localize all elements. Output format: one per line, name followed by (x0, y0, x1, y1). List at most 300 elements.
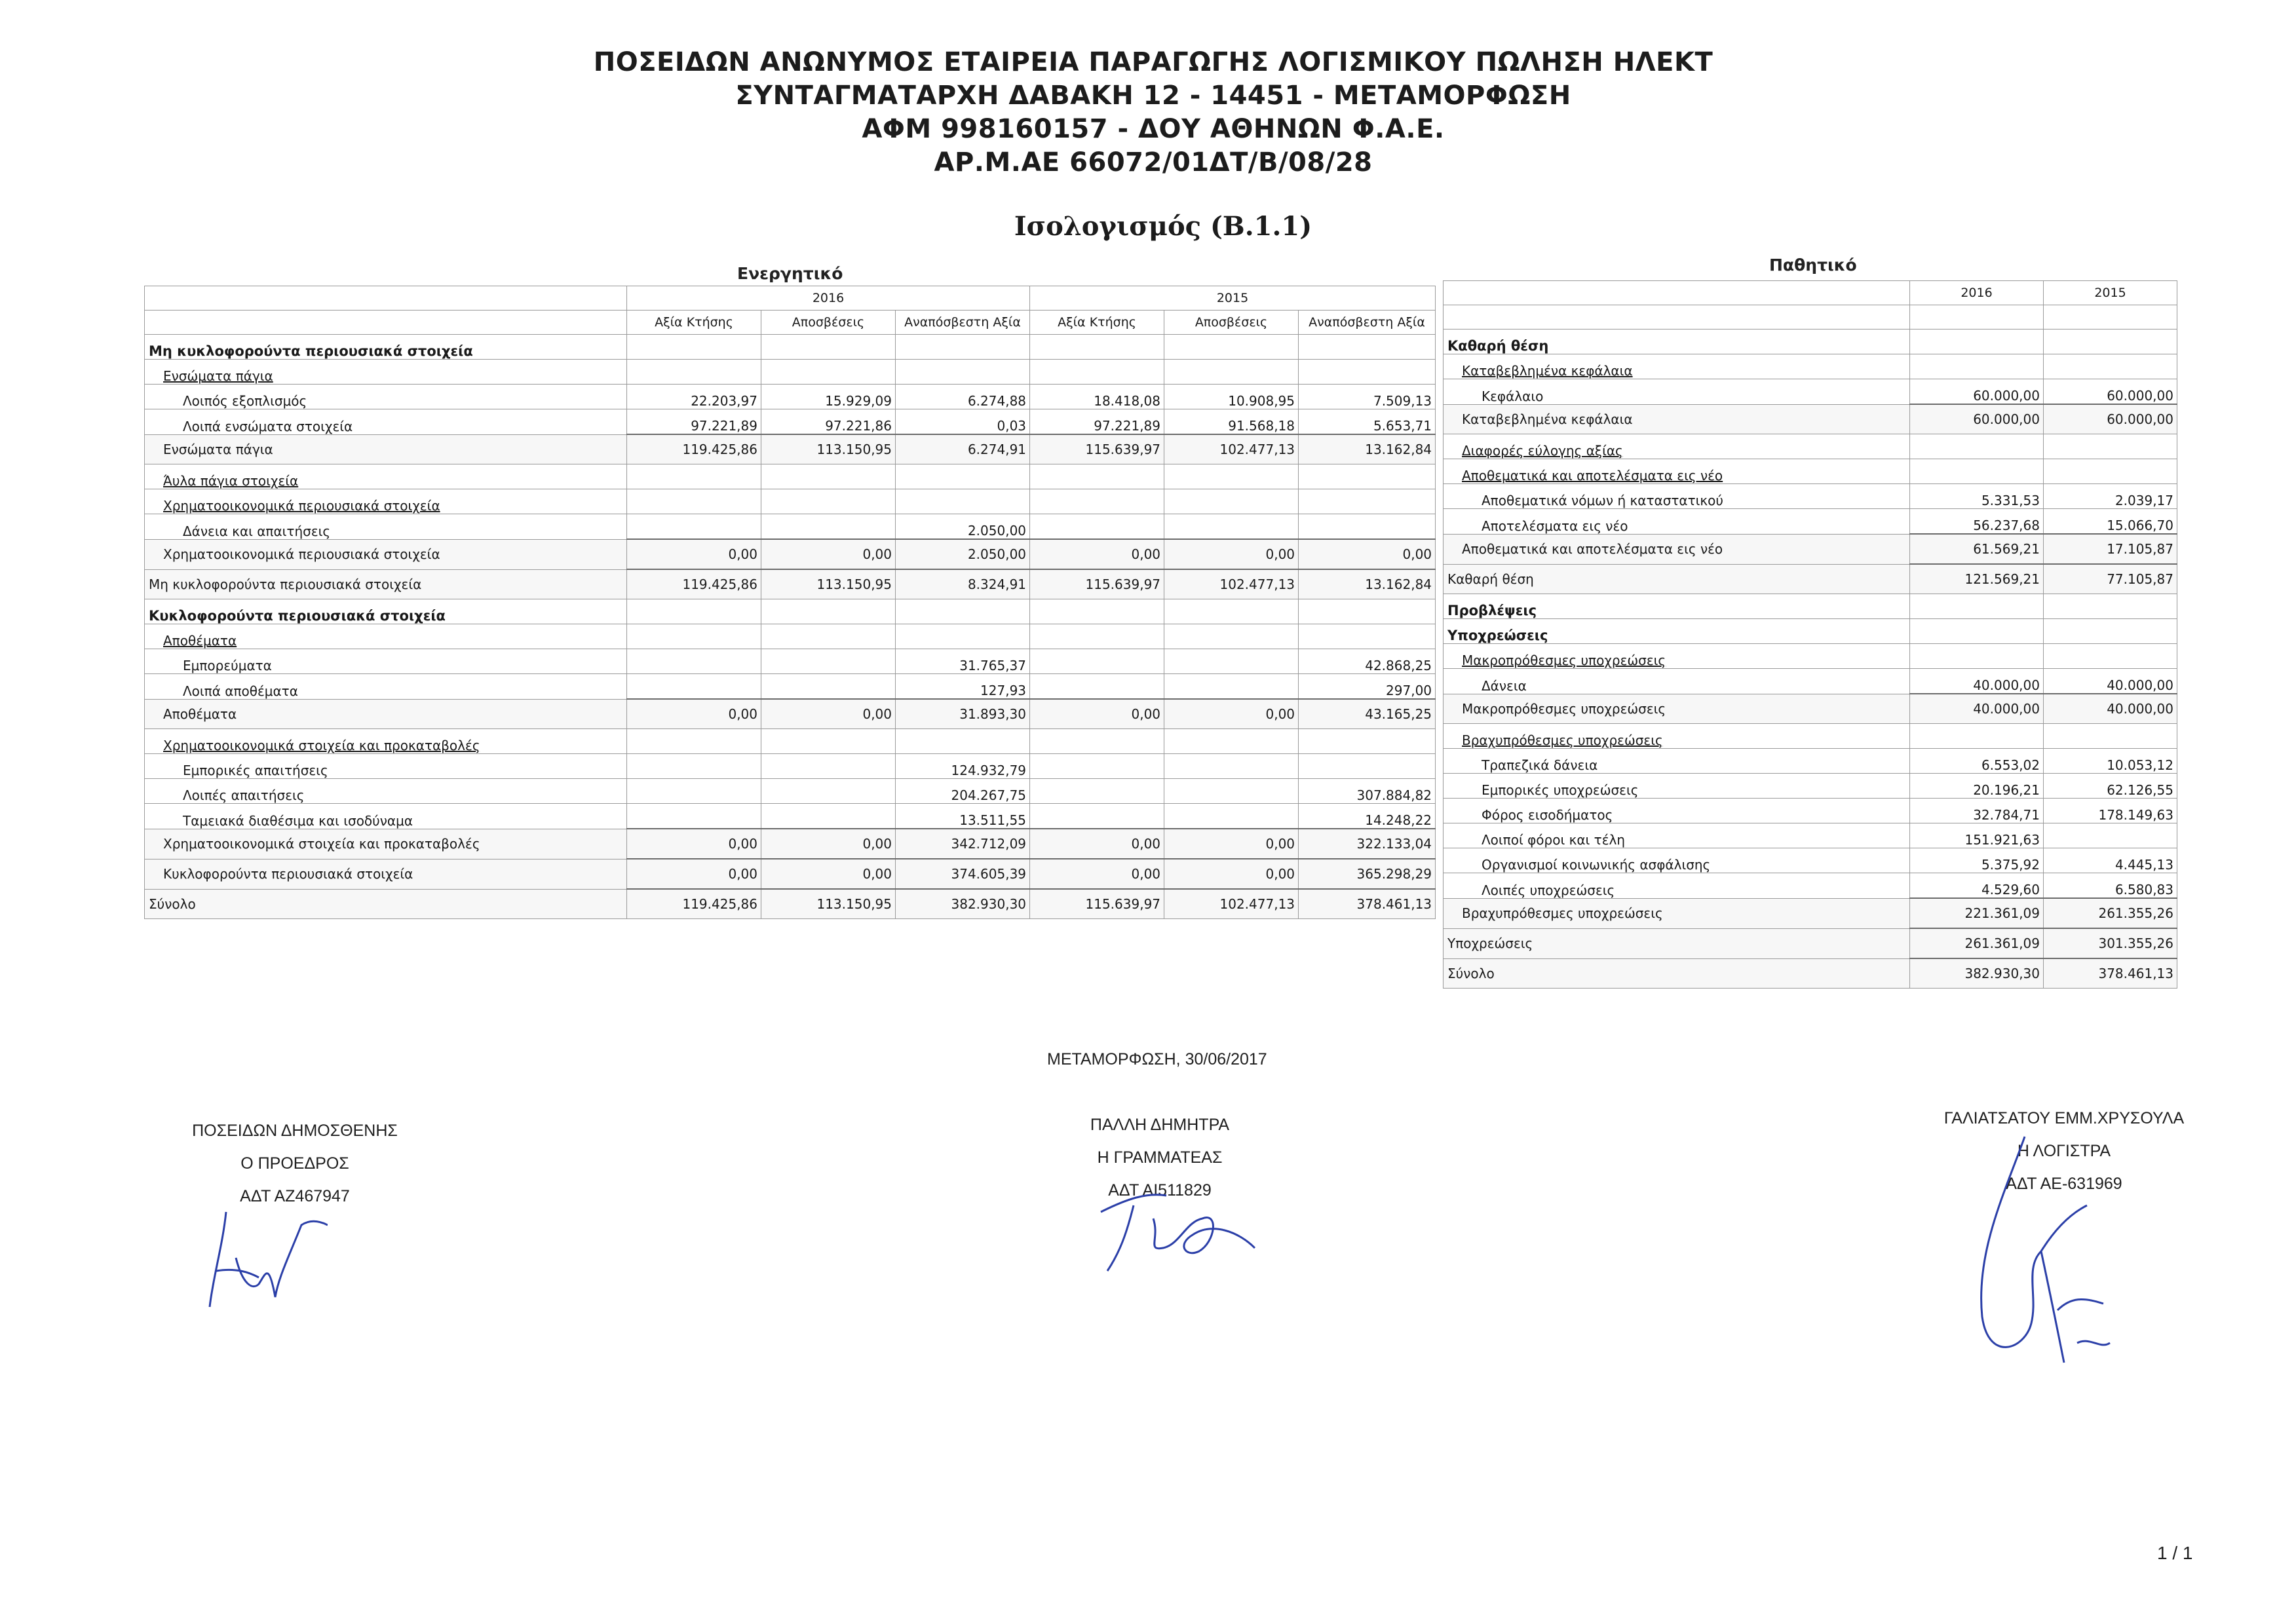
liabilities-value-cell: 301.355,26 (2044, 928, 2177, 958)
assets-value-cell: 0,00 (1030, 829, 1164, 859)
assets-value-cell: 0,00 (1164, 699, 1299, 729)
assets-row (145, 699, 1436, 729)
assets-value-cell: 0,00 (761, 539, 896, 569)
col-header-depr-2016: Αποσβέσεις (761, 311, 896, 335)
assets-value-cell: 113.150,95 (761, 569, 896, 599)
signature-secretary (1088, 1160, 1265, 1291)
col-header-depr-2015: Αποσβέσεις (1164, 311, 1299, 335)
assets-value-cell: 0,00 (1030, 859, 1164, 889)
liabilities-label-text: Αποτελέσματα εις νέο (1482, 518, 1628, 534)
assets-value-cell: 382.930,30 (896, 889, 1030, 919)
liabilities-value-cell: 20.196,21 (1910, 774, 2044, 799)
signatory-id: ΑΔΤ ΑΖ467947 (240, 1187, 350, 1205)
signatory-name: ΠΟΣΕΙΔΩΝ ΔΗΜΟΣΘΕΝΗΣ (192, 1122, 398, 1140)
liabilities-value-cell: 382.930,30 (1910, 958, 2044, 989)
assets-value-cell (1164, 729, 1299, 754)
liabilities-row (1444, 873, 2177, 899)
liabilities-label-text: Καθαρή θέση (1447, 571, 1534, 587)
assets-label-text: Λοιπά ενσώματα στοιχεία (183, 418, 353, 434)
assets-value-cell: 6.274,88 (896, 385, 1030, 409)
liabilities-row-label (1444, 848, 1910, 873)
assets-value-cell: 115.639,97 (1030, 889, 1164, 919)
assets-value-cell (1030, 514, 1164, 540)
assets-row (145, 569, 1436, 599)
assets-row-label (145, 829, 627, 859)
liabilities-label-text: Εμπορικές υποχρεώσεις (1482, 782, 1639, 798)
liabilities-row-label (1444, 459, 1910, 484)
assets-value-cell: 307.884,82 (1299, 779, 1436, 804)
assets-value-cell (1299, 599, 1436, 624)
assets-value-cell (1299, 464, 1436, 489)
assets-row-label (145, 859, 627, 889)
liabilities-label-text: Βραχυπρόθεσμες υποχρεώσεις (1462, 732, 1663, 748)
assets-value-cell: 0,00 (761, 859, 896, 889)
liabilities-value-cell: 178.149,63 (2044, 799, 2177, 823)
liabilities-row-label (1444, 644, 1910, 669)
liabilities-row (1444, 619, 2177, 644)
assets-row (145, 409, 1436, 435)
assets-value-cell: 31.893,30 (896, 699, 1030, 729)
col-header-cost-2016: Αξία Κτήσης (627, 311, 761, 335)
assets-value-cell (1030, 779, 1164, 804)
assets-value-cell (1030, 464, 1164, 489)
liabilities-row (1444, 724, 2177, 749)
assets-value-cell (1164, 674, 1299, 700)
assets-value-cell: 124.932,79 (896, 754, 1030, 779)
assets-value-cell (761, 360, 896, 385)
assets-value-cell (1299, 335, 1436, 360)
assets-label-text: Εμπορικές απαιτήσεις (183, 763, 328, 778)
assets-value-cell: 102.477,13 (1164, 889, 1299, 919)
assets-table (144, 286, 1436, 919)
liabilities-label-text: Τραπεζικά δάνεια (1482, 757, 1598, 773)
liabilities-row (1444, 694, 2177, 724)
assets-value-cell (627, 729, 761, 754)
assets-label-text: Ταμειακά διαθέσιμα και ισοδύναμα (183, 812, 413, 829)
liabilities-label-text: Σύνολο (1447, 965, 1495, 981)
assets-value-cell: 365.298,29 (1299, 859, 1436, 889)
liabilities-label-text: Κεφάλαιο (1482, 388, 1544, 404)
assets-value-cell: 0,00 (1164, 539, 1299, 569)
signatory-role: Η ΛΟΓΙΣΤΡΑ (2017, 1142, 2111, 1160)
assets-row (145, 754, 1436, 779)
assets-value-cell (761, 779, 896, 804)
liabilities-row (1444, 484, 2177, 509)
assets-row (145, 779, 1436, 804)
liabilities-row-label (1444, 330, 1910, 354)
liabilities-year-row (1444, 281, 2177, 305)
assets-row (145, 385, 1436, 409)
liabilities-row (1444, 898, 2177, 928)
assets-row (145, 624, 1436, 649)
assets-row (145, 514, 1436, 540)
assets-label-text: Αποθέματα (163, 706, 237, 722)
liabilities-table (1443, 280, 2177, 989)
assets-row-label (145, 624, 627, 649)
assets-value-cell (1164, 754, 1299, 779)
assets-value-cell (1299, 489, 1436, 514)
liabilities-row (1444, 534, 2177, 564)
assets-value-cell (1299, 754, 1436, 779)
assets-value-cell: 119.425,86 (627, 889, 761, 919)
liabilities-value-cell: 56.237,68 (1910, 509, 2044, 535)
assets-value-cell (1299, 729, 1436, 754)
liabilities-value-cell (2044, 823, 2177, 848)
assets-value-cell (761, 624, 896, 649)
liabilities-row (1444, 404, 2177, 434)
liabilities-value-cell: 40.000,00 (1910, 694, 2044, 724)
assets-value-cell: 102.477,13 (1164, 434, 1299, 464)
liabilities-row (1444, 928, 2177, 958)
liabilities-value-cell: 60.000,00 (1910, 404, 2044, 434)
assets-row (145, 434, 1436, 464)
assets-value-cell (896, 729, 1030, 754)
assets-row-label (145, 599, 627, 624)
liabilities-row-label (1444, 873, 1910, 899)
liabilities-row-label (1444, 774, 1910, 799)
assets-value-cell (1299, 514, 1436, 540)
assets-value-cell (1164, 335, 1299, 360)
signature-accountant (1959, 1127, 2123, 1389)
assets-row (145, 859, 1436, 889)
liabilities-value-cell (1910, 330, 2044, 354)
assets-value-cell (1030, 649, 1164, 674)
liabilities-label-text: Αποθεματικά νόμων ή καταστατικού (1482, 493, 1723, 508)
assets-value-cell: 0,00 (1030, 699, 1164, 729)
assets-value-cell: 22.203,97 (627, 385, 761, 409)
assets-row-label (145, 649, 627, 674)
assets-value-cell: 2.050,00 (896, 514, 1030, 540)
assets-value-cell (1164, 624, 1299, 649)
assets-row-label (145, 464, 627, 489)
liabilities-row (1444, 354, 2177, 379)
assets-row (145, 360, 1436, 385)
liabilities-label-text: Λοιπές υποχρεώσεις (1482, 882, 1615, 898)
liabilities-row (1444, 799, 2177, 823)
liabilities-value-cell: 261.355,26 (2044, 898, 2177, 928)
assets-value-cell (1030, 674, 1164, 700)
assets-value-cell (627, 804, 761, 829)
company-tax-id: ΑΦΜ 998160157 - ΔΟΥ ΑΘΗΝΩΝ Φ.Α.Ε. (862, 114, 1445, 144)
assets-value-cell: 115.639,97 (1030, 434, 1164, 464)
assets-corner (145, 286, 627, 311)
liabilities-value-cell: 4.529,60 (1910, 873, 2044, 899)
assets-value-cell (627, 624, 761, 649)
assets-label-text: Λοιπά αποθέματα (183, 683, 298, 699)
assets-label-text: Κυκλοφορούντα περιουσιακά στοιχεία (149, 608, 446, 624)
assets-label-text: Κυκλοφορούντα περιουσιακά στοιχεία (163, 866, 413, 882)
liabilities-row-label (1444, 749, 1910, 774)
liabilities-value-cell (1910, 434, 2044, 459)
assets-value-cell: 0,00 (627, 859, 761, 889)
liabilities-row (1444, 594, 2177, 619)
assets-value-cell (1030, 804, 1164, 829)
liabilities-row-label (1444, 379, 1910, 405)
assets-value-cell: 0,00 (1164, 859, 1299, 889)
assets-value-cell (1030, 754, 1164, 779)
liabilities-row (1444, 379, 2177, 405)
liabilities-value-cell (1910, 644, 2044, 669)
liabilities-row-label (1444, 434, 1910, 459)
assets-value-cell (761, 489, 896, 514)
liabilities-value-cell: 60.000,00 (1910, 379, 2044, 405)
liabilities-row (1444, 644, 2177, 669)
liabilities-label-text: Μακροπρόθεσμες υποχρεώσεις (1462, 700, 1666, 717)
assets-year-2015: 2015 (1030, 286, 1436, 311)
signatory-role: Ο ΠΡΟΕΔΡΟΣ (240, 1154, 349, 1173)
liabilities-row (1444, 848, 2177, 873)
assets-value-cell: 15.929,09 (761, 385, 896, 409)
assets-value-cell (761, 804, 896, 829)
assets-value-cell: 97.221,89 (1030, 409, 1164, 435)
assets-row (145, 599, 1436, 624)
assets-value-cell (896, 489, 1030, 514)
assets-row (145, 889, 1436, 919)
assets-corner-2 (145, 311, 627, 335)
liabilities-value-cell: 40.000,00 (2044, 694, 2177, 724)
liabilities-row-label (1444, 509, 1910, 535)
assets-row-label (145, 779, 627, 804)
assets-value-cell: 0,00 (1299, 539, 1436, 569)
assets-value-cell (1299, 360, 1436, 385)
assets-value-cell: 0,00 (1164, 829, 1299, 859)
signatory-role: Η ΓΡΑΜΜΑΤΕΑΣ (1097, 1148, 1223, 1167)
liabilities-row-label (1444, 694, 1910, 724)
liabilities-label-text: Μακροπρόθεσμες υποχρεώσεις (1462, 652, 1666, 668)
col-header-cost-2015: Αξία Κτήσης (1030, 311, 1164, 335)
assets-value-cell (896, 335, 1030, 360)
liabilities-row-label (1444, 534, 1910, 564)
liabilities-label-text: Φόρος εισοδήματος (1482, 807, 1613, 823)
liabilities-label-text: Προβλέψεις (1447, 603, 1537, 618)
assets-value-cell (1164, 599, 1299, 624)
signatory-name: ΓΑΛΙΑΤΣΑΤΟΥ ΕΜΜ.ΧΡΥΣΟΥΛΑ (1943, 1109, 2185, 1127)
liabilities-value-cell: 32.784,71 (1910, 799, 2044, 823)
assets-value-cell (761, 514, 896, 540)
liabilities-value-cell: 77.105,87 (2044, 564, 2177, 594)
assets-value-cell: 13.511,55 (896, 804, 1030, 829)
assets-value-cell: 7.509,13 (1299, 385, 1436, 409)
assets-value-cell: 0,00 (627, 829, 761, 859)
assets-value-cell (1030, 489, 1164, 514)
assets-value-cell (896, 360, 1030, 385)
company-address: ΣΥΝΤΑΓΜΑΤΑΡΧΗ ΔΑΒΑΚΗ 12 - 14451 - ΜΕΤΑΜΟΡΦΩΣΗ (735, 81, 1571, 111)
page-title: Ισολογισμός (Β.1.1) (1014, 211, 1312, 242)
liabilities-value-cell: 6.553,02 (1910, 749, 2044, 774)
assets-value-cell: 42.868,25 (1299, 649, 1436, 674)
assets-value-cell: 97.221,89 (627, 409, 761, 435)
assets-value-cell (627, 779, 761, 804)
place-date: ΜΕΤΑΜΟΡΦΩΣΗ, 30/06/2017 (1047, 1050, 1267, 1068)
col-header-net-2016: Αναπόσβεστη Αξία (896, 311, 1030, 335)
assets-value-cell: 119.425,86 (627, 569, 761, 599)
assets-value-cell: 0,00 (627, 699, 761, 729)
assets-row (145, 464, 1436, 489)
assets-label-text: Εμπορεύματα (183, 658, 272, 673)
liabilities-spacer-row (1444, 305, 2177, 330)
assets-row-label (145, 699, 627, 729)
liabilities-value-cell (2044, 434, 2177, 459)
assets-label-text: Λοιπός εξοπλισμός (183, 393, 307, 409)
liabilities-value-cell (2044, 644, 2177, 669)
assets-value-cell: 322.133,04 (1299, 829, 1436, 859)
liabilities-row-label (1444, 354, 1910, 379)
assets-value-cell (1299, 624, 1436, 649)
assets-value-cell (1030, 624, 1164, 649)
assets-row (145, 829, 1436, 859)
liabilities-label-text: Υποχρεώσεις (1447, 628, 1548, 643)
signatory-id: ΑΔΤ ΑΕ-631969 (2006, 1175, 2122, 1193)
assets-value-cell: 378.461,13 (1299, 889, 1436, 919)
assets-row (145, 649, 1436, 674)
liabilities-value-cell (1910, 594, 2044, 619)
assets-row-label (145, 804, 627, 829)
liabilities-row (1444, 564, 2177, 594)
assets-column-header-row (145, 311, 1436, 335)
company-registry: ΑΡ.Μ.ΑΕ 66072/01ΔΤ/Β/08/28 (934, 147, 1373, 178)
assets-row-label (145, 539, 627, 569)
col-header-net-2015: Αναπόσβεστη Αξία (1299, 311, 1436, 335)
assets-value-cell (1164, 489, 1299, 514)
assets-row (145, 335, 1436, 360)
assets-value-cell: 204.267,75 (896, 779, 1030, 804)
assets-value-cell: 97.221,86 (761, 409, 896, 435)
assets-label-text: Μη κυκλοφορούντα περιουσιακά στοιχεία (149, 576, 422, 592)
assets-value-cell (761, 464, 896, 489)
liabilities-value-cell: 17.105,87 (2044, 534, 2177, 564)
assets-value-cell: 0,00 (761, 699, 896, 729)
liabilities-value-cell: 61.569,21 (1910, 534, 2044, 564)
assets-label-text: Ενσώματα πάγια (163, 368, 273, 384)
assets-value-cell: 43.165,25 (1299, 699, 1436, 729)
liabilities-value-cell: 60.000,00 (2044, 404, 2177, 434)
assets-value-cell (761, 729, 896, 754)
assets-value-cell (1164, 464, 1299, 489)
assets-row-label (145, 674, 627, 700)
liabilities-value-cell: 5.375,92 (1910, 848, 2044, 873)
assets-label-text: Χρηματοοικονομικά στοιχεία και προκαταβολές (163, 836, 480, 852)
assets-value-cell: 8.324,91 (896, 569, 1030, 599)
assets-value-cell (896, 624, 1030, 649)
assets-value-cell (1164, 360, 1299, 385)
liabilities-value-cell: 62.126,55 (2044, 774, 2177, 799)
assets-row (145, 489, 1436, 514)
liabilities-value-cell: 6.580,83 (2044, 873, 2177, 899)
assets-label-text: Μη κυκλοφορούντα περιουσιακά στοιχεία (149, 343, 473, 359)
assets-row-label (145, 754, 627, 779)
assets-value-cell: 18.418,08 (1030, 385, 1164, 409)
assets-value-cell (627, 464, 761, 489)
assets-row (145, 674, 1436, 700)
liabilities-row (1444, 509, 2177, 535)
liabilities-value-cell (2044, 619, 2177, 644)
liabilities-value-cell: 60.000,00 (2044, 379, 2177, 405)
assets-row-label (145, 489, 627, 514)
liabilities-row (1444, 958, 2177, 989)
signatory-id: ΑΔΤ ΑΙ511829 (1108, 1181, 1212, 1199)
liabilities-year-2016: 2016 (1910, 281, 2044, 305)
liabilities-value-cell: 40.000,00 (1910, 669, 2044, 694)
assets-value-cell: 6.274,91 (896, 434, 1030, 464)
signature-president (197, 1199, 328, 1317)
liabilities-row-label (1444, 823, 1910, 848)
assets-year-2016: 2016 (627, 286, 1030, 311)
assets-label-text: Χρηματοοικονομικά περιουσιακά στοιχεία (163, 498, 440, 514)
liabilities-row-label (1444, 594, 1910, 619)
liabilities-row-label (1444, 404, 1910, 434)
assets-value-cell: 113.150,95 (761, 889, 896, 919)
liabilities-section-title: Παθητικό (1769, 255, 1857, 274)
liabilities-row-label (1444, 619, 1910, 644)
assets-value-cell: 119.425,86 (627, 434, 761, 464)
liabilities-label-text: Καθαρή θέση (1447, 338, 1549, 354)
assets-value-cell: 127,93 (896, 674, 1030, 700)
liabilities-value-cell: 2.039,17 (2044, 484, 2177, 509)
liabilities-value-cell: 40.000,00 (2044, 669, 2177, 694)
liabilities-label-text: Οργανισμοί κοινωνικής ασφάλισης (1482, 857, 1711, 873)
liabilities-value-cell: 378.461,13 (2044, 958, 2177, 989)
assets-row-label (145, 514, 627, 540)
liabilities-value-cell: 261.361,09 (1910, 928, 2044, 958)
liabilities-label-text: Διαφορές εύλογης αξίας (1462, 443, 1623, 459)
liabilities-row-label (1444, 958, 1910, 989)
assets-label-text: Δάνεια και απαιτήσεις (183, 523, 331, 539)
liabilities-label-text: Καταβεβλημένα κεφάλαια (1462, 363, 1633, 379)
liabilities-row (1444, 669, 2177, 694)
assets-value-cell: 10.908,95 (1164, 385, 1299, 409)
assets-row (145, 804, 1436, 829)
liabilities-label-text: Υποχρεώσεις (1447, 935, 1533, 951)
assets-row-label (145, 729, 627, 754)
assets-value-cell (1030, 729, 1164, 754)
assets-value-cell (627, 754, 761, 779)
liabilities-value-cell (2044, 330, 2177, 354)
liabilities-row (1444, 434, 2177, 459)
assets-row-label (145, 385, 627, 409)
liabilities-row-label (1444, 898, 1910, 928)
liabilities-value-cell: 4.445,13 (2044, 848, 2177, 873)
liabilities-value-cell: 5.331,53 (1910, 484, 2044, 509)
signatory-name: ΠΑΛΛΗ ΔΗΜΗΤΡΑ (1090, 1116, 1230, 1134)
assets-value-cell: 102.477,13 (1164, 569, 1299, 599)
assets-value-cell: 13.162,84 (1299, 569, 1436, 599)
liabilities-value-cell (2044, 354, 2177, 379)
assets-label-text: Άυλα πάγια στοιχεία (163, 473, 299, 489)
liabilities-value-cell (1910, 619, 2044, 644)
liabilities-label-text: Καταβεβλημένα κεφάλαια (1462, 411, 1633, 427)
assets-row-label (145, 889, 627, 919)
liabilities-row-label (1444, 484, 1910, 509)
assets-row-label (145, 360, 627, 385)
assets-label-text: Ενσώματα πάγια (163, 441, 273, 457)
assets-label-text: Χρηματοοικονομικά στοιχεία και προκαταβολές (163, 738, 480, 753)
assets-value-cell (1164, 804, 1299, 829)
liabilities-value-cell (2044, 459, 2177, 484)
liabilities-value-cell (1910, 459, 2044, 484)
assets-label-text: Σύνολο (149, 896, 196, 912)
assets-value-cell (1030, 599, 1164, 624)
liabilities-label-text: Αποθεματικά και αποτελέσματα εις νέο (1462, 541, 1723, 557)
assets-value-cell (627, 649, 761, 674)
assets-label-text: Χρηματοοικονομικά περιουσιακά στοιχεία (163, 546, 440, 562)
assets-value-cell (761, 335, 896, 360)
assets-value-cell (627, 360, 761, 385)
assets-row-label (145, 434, 627, 464)
assets-row-label (145, 335, 627, 360)
assets-value-cell (761, 674, 896, 700)
assets-value-cell: 91.568,18 (1164, 409, 1299, 435)
liabilities-value-cell: 221.361,09 (1910, 898, 2044, 928)
